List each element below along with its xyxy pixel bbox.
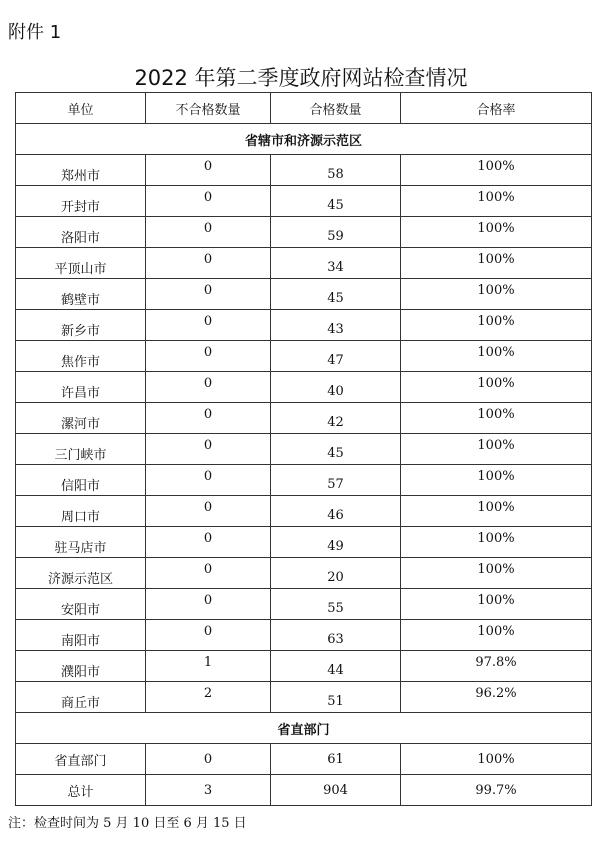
table-row (16, 682, 592, 713)
passed-cell-text: 40 (327, 383, 344, 399)
failed-cell-text: 1 (203, 654, 213, 670)
unit-cell (16, 682, 146, 713)
unit-cell (16, 744, 146, 775)
rate-cell (401, 155, 592, 186)
unit-cell (16, 589, 146, 620)
rate-cell (401, 279, 592, 310)
failed-cell-text: 0 (203, 592, 213, 608)
table-row (16, 310, 592, 341)
failed-cell (146, 744, 271, 775)
header-rate: 合格率 (401, 93, 592, 124)
passed-cell (271, 434, 401, 465)
rate-cell (401, 589, 592, 620)
failed-cell (146, 403, 271, 434)
unit-cell-text: 洛阳市 (60, 230, 100, 246)
failed-cell-text: 0 (203, 220, 213, 236)
table-row (16, 465, 592, 496)
passed-cell-text: 46 (327, 507, 344, 523)
rate-cell (401, 310, 592, 341)
header-unit: 单位 (16, 93, 146, 124)
passed-cell-text: 47 (327, 352, 344, 368)
rate-cell (401, 465, 592, 496)
rate-cell-text: 100% (477, 561, 515, 577)
unit-cell-text: 信阳市 (60, 478, 100, 494)
failed-cell (146, 558, 271, 589)
rate-cell-text: 100% (477, 344, 515, 360)
rate-cell-text: 100% (477, 282, 515, 298)
rate-cell (401, 775, 592, 806)
attachment-label: 附件 1 (8, 22, 62, 43)
unit-cell (16, 775, 146, 806)
rate-cell (401, 496, 592, 527)
unit-cell-text: 平顶山市 (54, 261, 107, 277)
passed-cell (271, 341, 401, 372)
passed-cell (271, 651, 401, 682)
rate-cell-text: 99.7% (475, 782, 517, 798)
unit-cell (16, 217, 146, 248)
unit-cell-text: 省直部门 (54, 753, 107, 769)
unit-cell-text: 鹤壁市 (60, 292, 100, 308)
unit-cell-text: 许昌市 (60, 385, 100, 401)
passed-cell-text: 904 (323, 782, 348, 798)
unit-cell (16, 248, 146, 279)
failed-cell-text: 0 (203, 530, 213, 546)
failed-cell-text: 0 (203, 158, 213, 174)
table-row (16, 527, 592, 558)
table-row (16, 403, 592, 434)
rate-cell-text: 96.2% (475, 685, 517, 701)
passed-cell-text: 63 (327, 631, 344, 647)
unit-cell-text: 济源示范区 (47, 571, 113, 587)
failed-cell (146, 527, 271, 558)
unit-cell-text: 总计 (67, 784, 94, 800)
failed-cell (146, 682, 271, 713)
table-row (16, 744, 592, 775)
passed-cell (271, 248, 401, 279)
passed-cell (271, 589, 401, 620)
unit-cell-text: 开封市 (60, 199, 100, 215)
passed-cell-text: 34 (327, 259, 344, 275)
rate-cell-text: 100% (477, 751, 515, 767)
failed-cell (146, 279, 271, 310)
passed-cell (271, 403, 401, 434)
rate-cell (401, 217, 592, 248)
rate-cell (401, 434, 592, 465)
failed-cell-text: 0 (203, 313, 213, 329)
table-row (16, 186, 592, 217)
section-departments: 省直部门 (16, 713, 592, 744)
rate-cell (401, 403, 592, 434)
passed-cell-text: 58 (327, 166, 344, 182)
passed-cell (271, 465, 401, 496)
unit-cell (16, 620, 146, 651)
table-row (16, 217, 592, 248)
passed-cell-text: 45 (327, 197, 344, 213)
failed-cell (146, 434, 271, 465)
failed-cell (146, 651, 271, 682)
unit-cell-text: 商丘市 (60, 695, 100, 711)
unit-cell (16, 527, 146, 558)
passed-cell (271, 186, 401, 217)
failed-cell-text: 0 (203, 561, 213, 577)
unit-cell-text: 周口市 (60, 509, 100, 525)
failed-cell (146, 496, 271, 527)
unit-cell-text: 焦作市 (60, 354, 100, 370)
rate-cell-text: 100% (477, 468, 515, 484)
rate-cell-text: 97.8% (475, 654, 517, 670)
passed-cell (271, 775, 401, 806)
passed-cell (271, 155, 401, 186)
failed-cell (146, 155, 271, 186)
unit-cell (16, 155, 146, 186)
failed-cell (146, 217, 271, 248)
header-passed: 合格数量 (271, 93, 401, 124)
unit-cell-text: 安阳市 (60, 602, 100, 618)
passed-cell-text: 57 (327, 476, 344, 492)
rate-cell-text: 100% (477, 623, 515, 639)
passed-cell-text: 44 (327, 662, 344, 678)
passed-cell-text: 55 (327, 600, 344, 616)
passed-cell (271, 496, 401, 527)
footnote: 注：检查时间为 5 月 10 日至 6 月 15 日 (8, 816, 247, 831)
passed-cell (271, 217, 401, 248)
rate-cell-text: 100% (477, 592, 515, 608)
unit-cell-text: 驻马店市 (54, 540, 107, 556)
unit-cell (16, 372, 146, 403)
passed-cell (271, 310, 401, 341)
passed-cell-text: 61 (327, 751, 344, 767)
rate-cell-text: 100% (477, 189, 515, 205)
rate-cell (401, 682, 592, 713)
unit-cell-text: 新乡市 (60, 323, 100, 339)
unit-cell (16, 465, 146, 496)
unit-cell (16, 496, 146, 527)
failed-cell (146, 775, 271, 806)
failed-cell-text: 0 (203, 375, 213, 391)
table-row (16, 155, 592, 186)
rate-cell (401, 372, 592, 403)
inspection-table (15, 92, 592, 806)
passed-cell-text: 51 (327, 693, 344, 709)
header-row (16, 93, 592, 124)
failed-cell-text: 0 (203, 468, 213, 484)
rate-cell (401, 744, 592, 775)
failed-cell (146, 620, 271, 651)
table-row (16, 589, 592, 620)
passed-cell-text: 49 (327, 538, 344, 554)
unit-cell (16, 651, 146, 682)
passed-cell (271, 558, 401, 589)
passed-cell (271, 372, 401, 403)
failed-cell (146, 248, 271, 279)
failed-cell-text: 3 (203, 782, 213, 798)
unit-cell-text: 三门峡市 (54, 447, 107, 463)
table-row (16, 496, 592, 527)
failed-cell-text: 0 (203, 282, 213, 298)
unit-cell (16, 558, 146, 589)
passed-cell-text: 42 (327, 414, 344, 430)
rate-cell (401, 527, 592, 558)
table-row (16, 341, 592, 372)
unit-cell-text: 漯河市 (60, 416, 100, 432)
passed-cell-text: 45 (327, 290, 344, 306)
table-row (16, 279, 592, 310)
passed-cell (271, 744, 401, 775)
failed-cell-text: 0 (203, 437, 213, 453)
table-row (16, 434, 592, 465)
rate-cell (401, 558, 592, 589)
table-row (16, 248, 592, 279)
failed-cell-text: 2 (203, 685, 213, 701)
passed-cell-text: 45 (327, 445, 344, 461)
failed-cell-text: 0 (203, 189, 213, 205)
unit-cell-text: 郑州市 (60, 168, 100, 184)
rate-cell-text: 100% (477, 406, 515, 422)
section-row (16, 713, 592, 744)
rate-cell-text: 100% (477, 251, 515, 267)
table-row (16, 558, 592, 589)
table-row (16, 651, 592, 682)
table-row (16, 372, 592, 403)
rate-cell (401, 620, 592, 651)
header-failed: 不合格数量 (146, 93, 271, 124)
passed-cell (271, 527, 401, 558)
failed-cell (146, 372, 271, 403)
unit-cell (16, 279, 146, 310)
failed-cell (146, 589, 271, 620)
document-title: 2022 年第二季度政府网站检查情况 (134, 66, 468, 90)
unit-cell (16, 186, 146, 217)
passed-cell (271, 620, 401, 651)
failed-cell (146, 341, 271, 372)
section-cities: 省辖市和济源示范区 (16, 124, 592, 155)
failed-cell-text: 0 (203, 751, 213, 767)
failed-cell-text: 0 (203, 344, 213, 360)
failed-cell-text: 0 (203, 406, 213, 422)
rate-cell-text: 100% (477, 499, 515, 515)
unit-cell (16, 341, 146, 372)
passed-cell (271, 682, 401, 713)
failed-cell (146, 186, 271, 217)
rate-cell (401, 186, 592, 217)
rate-cell-text: 100% (477, 220, 515, 236)
rate-cell-text: 100% (477, 375, 515, 391)
failed-cell-text: 0 (203, 499, 213, 515)
rate-cell-text: 100% (477, 313, 515, 329)
section-row (16, 124, 592, 155)
passed-cell-text: 43 (327, 321, 344, 337)
failed-cell (146, 310, 271, 341)
unit-cell (16, 434, 146, 465)
failed-cell-text: 0 (203, 623, 213, 639)
rate-cell (401, 651, 592, 682)
passed-cell (271, 279, 401, 310)
rate-cell (401, 248, 592, 279)
failed-cell-text: 0 (203, 251, 213, 267)
unit-cell-text: 南阳市 (60, 633, 100, 649)
passed-cell-text: 59 (327, 228, 344, 244)
rate-cell-text: 100% (477, 158, 515, 174)
unit-cell-text: 濮阳市 (60, 664, 100, 680)
table-row (16, 775, 592, 806)
passed-cell-text: 20 (327, 569, 344, 585)
rate-cell-text: 100% (477, 437, 515, 453)
unit-cell (16, 310, 146, 341)
unit-cell (16, 403, 146, 434)
failed-cell (146, 465, 271, 496)
table-row (16, 620, 592, 651)
rate-cell (401, 341, 592, 372)
rate-cell-text: 100% (477, 530, 515, 546)
